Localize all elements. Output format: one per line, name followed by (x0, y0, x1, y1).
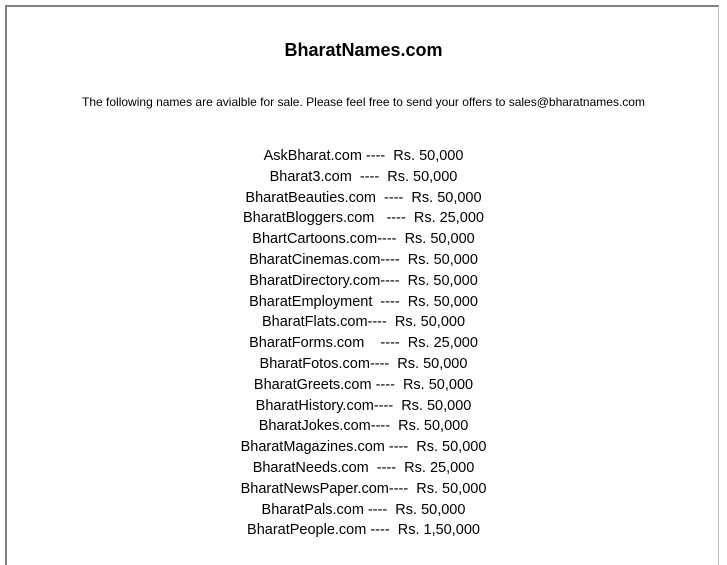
domain-list (0, 146, 727, 541)
intro-text: The following names are avialble for sale. Please feel free to send your offers to sales@bharatnames.com (82, 95, 645, 109)
list-item: BharatMagazines.com ---- Rs. 50,000 (240, 439, 487, 456)
list-item: BharatPals.com ---- Rs. 50,000 (261, 501, 466, 518)
list-item: BharatHistory.com---- Rs. 50,000 (255, 397, 472, 414)
list-item: BharatFotos.com---- Rs. 50,000 (259, 355, 468, 372)
list-item: BharatJokes.com---- Rs. 50,000 (258, 418, 469, 435)
page-title: BharatNames.com (284, 40, 443, 60)
list-item: AskBharat.com ---- Rs. 50,000 (263, 148, 464, 164)
list-item: BharatPeople.com ---- Rs. 1,50,000 (247, 522, 480, 539)
list-item: BharatEmployment ---- Rs. 50,000 (249, 293, 478, 310)
list-item: BharatFlats.com---- Rs. 50,000 (261, 314, 466, 331)
list-item: BharatCinemas.com---- Rs. 50,000 (249, 251, 478, 268)
list-item: Bharat3.com ---- Rs. 50,000 (269, 168, 458, 185)
list-item: BharatDirectory.com---- Rs. 50,000 (249, 272, 478, 289)
list-item: BharatNeeds.com ---- Rs. 25,000 (252, 459, 475, 476)
list-item: BharatBeauties.com ---- Rs. 50,000 (245, 189, 482, 206)
list-item: BharatBloggers.com ---- Rs. 25,000 (243, 210, 484, 227)
list-item: BharatGreets.com ---- Rs. 50,000 (253, 376, 474, 393)
list-item: BharatForms.com ---- Rs. 25,000 (249, 335, 478, 352)
list-item: BharatNewsPaper.com---- Rs. 50,000 (240, 480, 487, 497)
list-item: BhartCartoons.com---- Rs. 50,000 (252, 231, 475, 248)
